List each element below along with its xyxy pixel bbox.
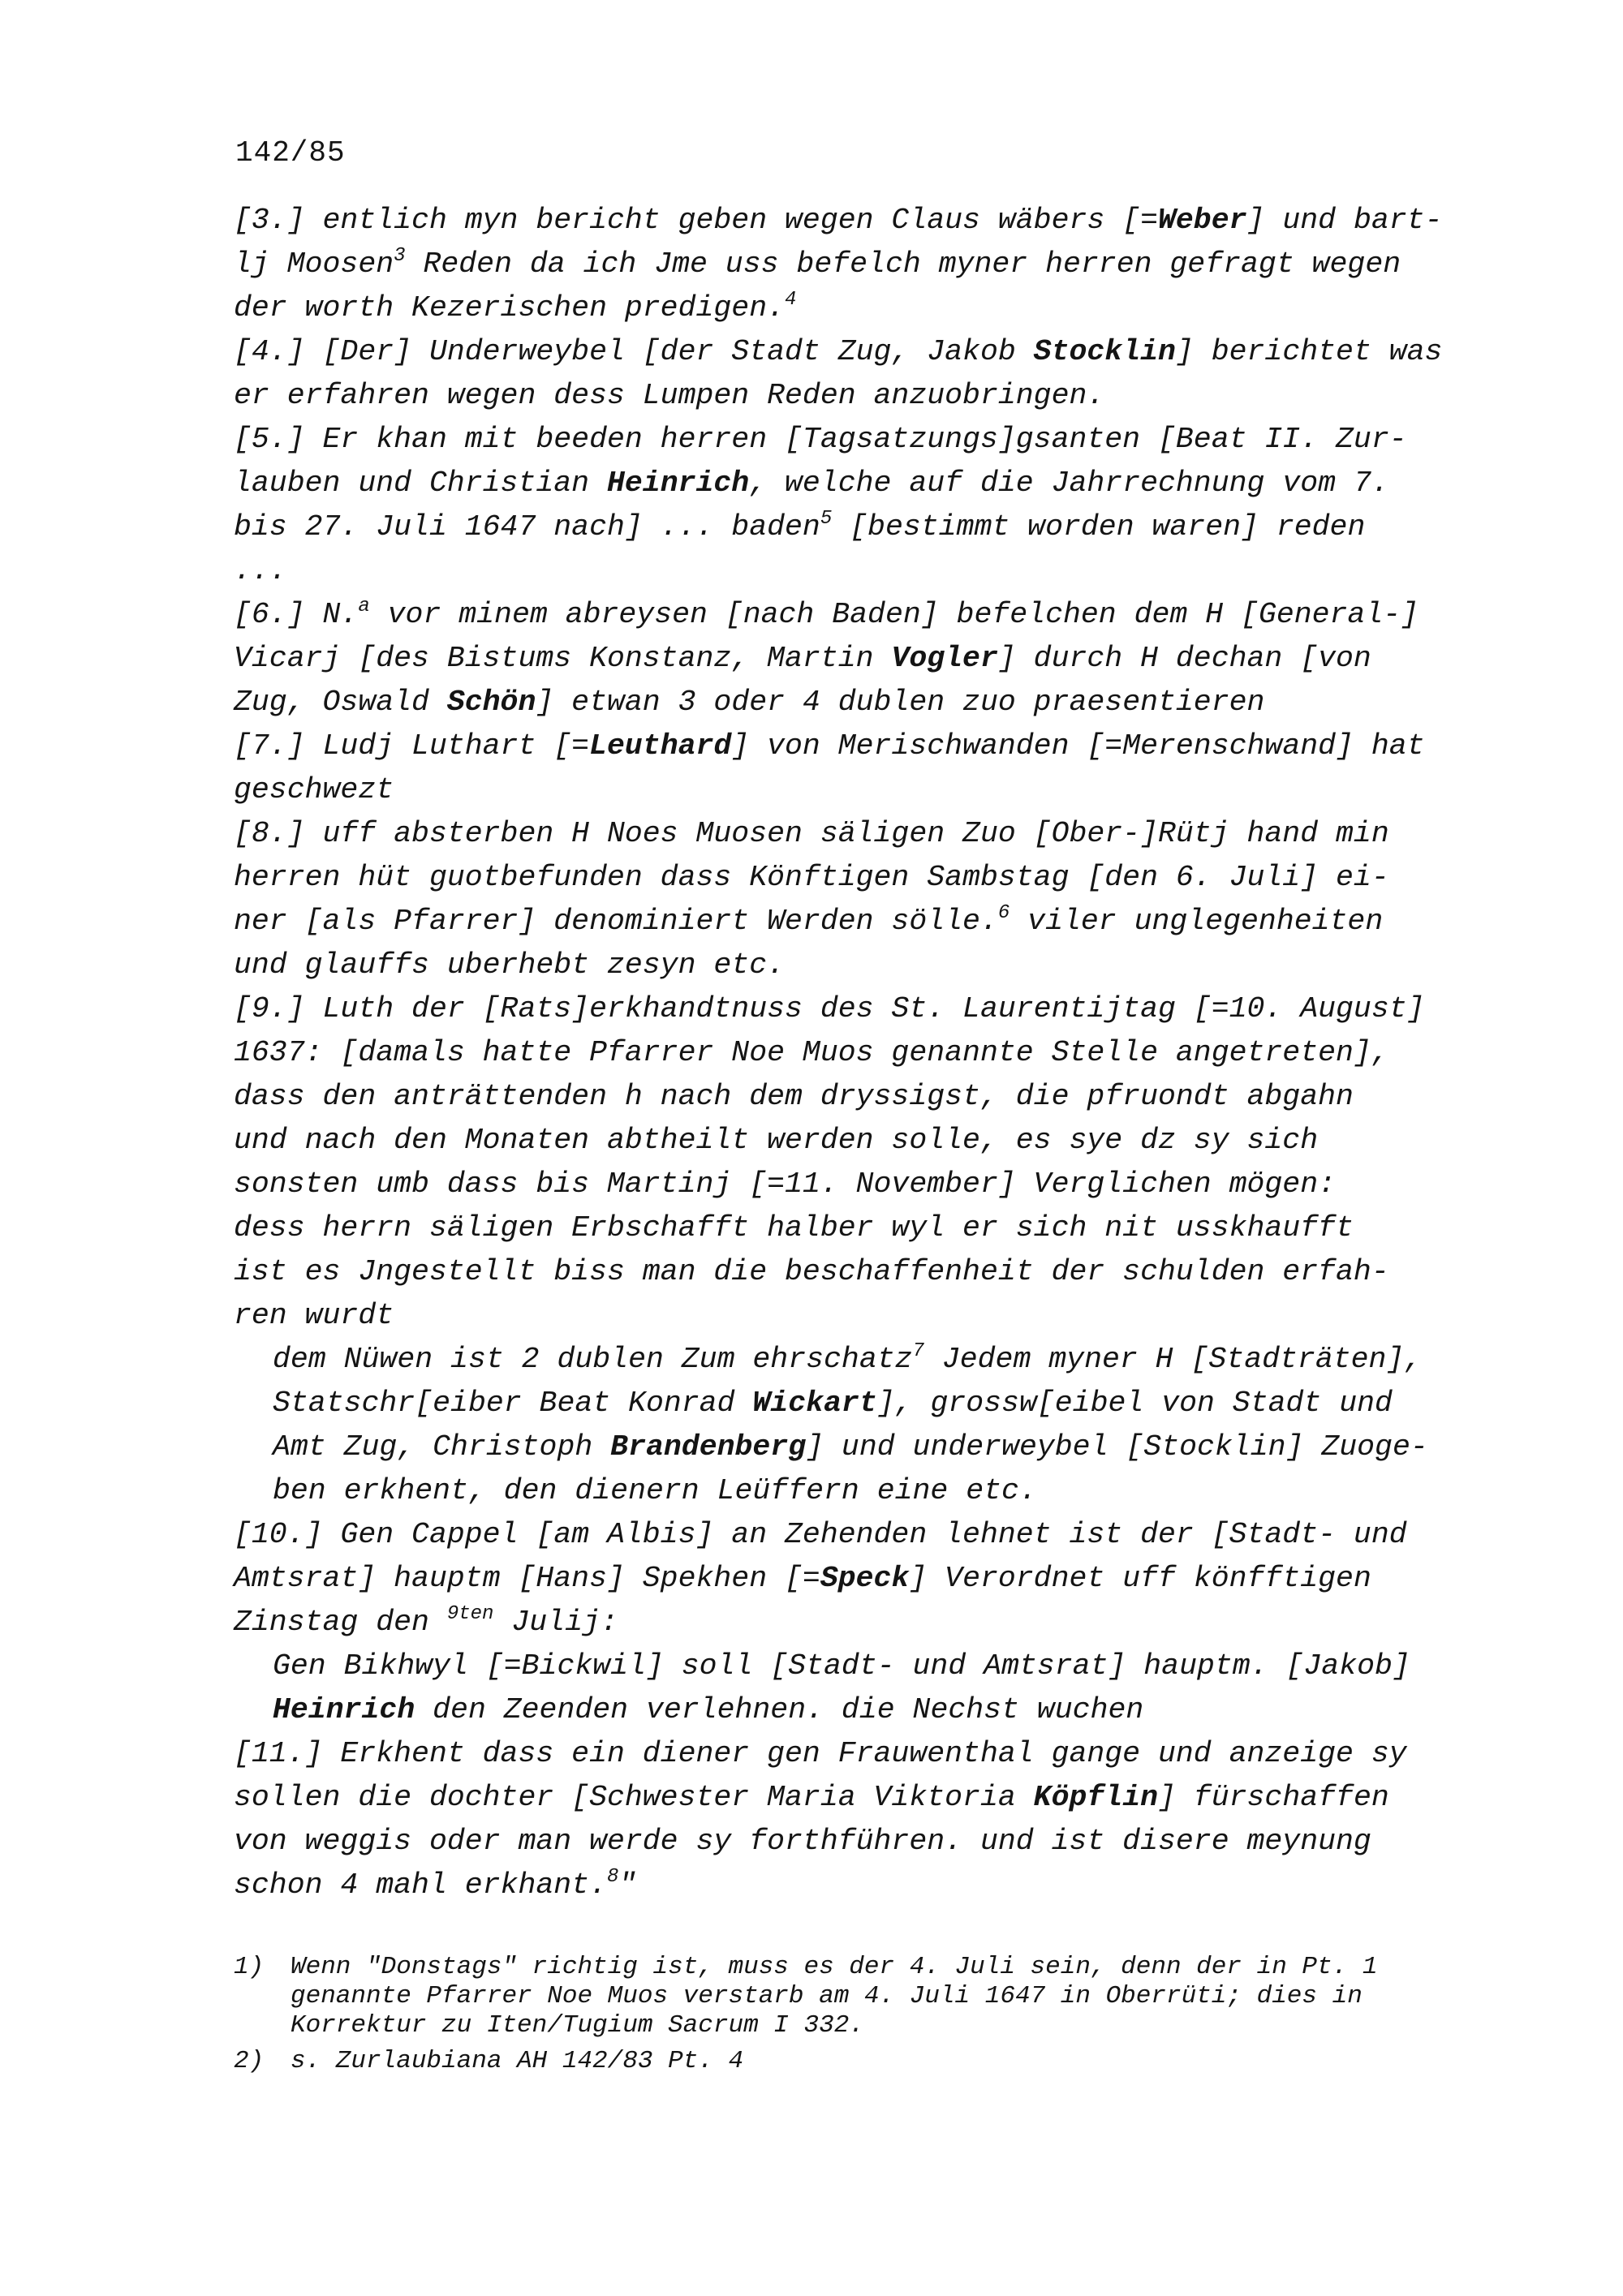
text-segment: [4.] [Der] Underweybel [der Stadt Zug, Jakob [234,335,1034,368]
continuation-paragraph [234,1338,1483,1513]
footnote-number: 1) [234,1953,265,1981]
text-segment: [5.] Er khan mit beeden herren [Tagsatzungs]gsanten [Beat II. Zur- [234,423,1407,456]
text-line [234,1294,1483,1338]
person-name: Vogler [891,642,998,675]
person-name: Speck [820,1562,910,1595]
text-segment: lauben und Christian [234,467,607,500]
text-segment: Gen Bikhwyl [=Bickwil] soll [Stadt- und Amtsrat] hauptm. [Jakob] [273,1649,1410,1683]
text-segment: ] Verordnet uff könfftigen [909,1562,1371,1595]
text-segment: " [618,1868,637,1902]
text-line [234,286,1483,330]
text-line [234,1031,1483,1075]
numbered-entry [234,593,1483,724]
text-line [234,1864,1483,1907]
text-line [234,812,1483,856]
text-segment: geschwezt [234,773,394,806]
text-line [234,681,1483,724]
text-segment: vor minem abreysen [nach Baden] befelchen dem H [General-] [369,598,1419,631]
text-segment: ] fürschaffen [1158,1781,1389,1814]
person-name: Wickart [752,1387,877,1420]
text-line [234,944,1483,987]
person-name: Heinrich [273,1693,415,1726]
text-line [234,1732,1483,1776]
numbered-entry [234,418,1483,593]
text-segment: [9.] Luth der [Rats]erkhandtnuss des St. Laurentijtag [=10. August] [234,992,1425,1025]
numbered-entry [234,987,1483,1338]
text-segment: Statschr[eiber Beat Konrad [273,1387,753,1420]
footnote [234,1953,1500,2040]
numbered-entry [234,1513,1483,1645]
numbered-entry [234,812,1483,987]
text-line [234,243,1483,286]
text-segment: dem Nüwen ist 2 dublen Zum ehrschatz [273,1343,913,1376]
footnote-marker: 4 [785,289,797,311]
numbered-entry [234,199,1483,330]
text-line [234,637,1483,681]
text-segment: dass den anträttenden h nach dem dryssigst, die pfruondt abgahn [234,1080,1354,1113]
text-segment: Jedem myner H [Stadträten], [923,1343,1423,1376]
text-line [234,1163,1483,1206]
text-line [234,1075,1483,1119]
text-segment: Julij: [493,1606,618,1639]
text-line [234,418,1483,462]
text-segment: der worth Kezerischen predigen. [234,291,786,325]
text-segment: ist es Jngestellt biss man die beschaffenheit der schulden erfah- [234,1255,1389,1288]
person-name: Weber [1158,204,1247,237]
continuation-paragraph [234,1645,1483,1732]
text-segment: ] von Merischwanden [=Merenschwand] hat [731,729,1425,763]
text-segment: [10.] Gen Cappel [am Albis] an Zehenden lehnet ist der [Stadt- und [234,1518,1407,1551]
person-name: Heinrich [606,467,750,500]
person-name: Stocklin [1033,335,1176,368]
text-segment: dess herrn säligen Erbschafft halber wyl er sich nit usskhaufft [234,1211,1354,1245]
footnote-line: s. Zurlaubiana AH 142/83 Pt. 4 [291,2047,744,2075]
text-segment: ] etwan 3 oder 4 dublen zuo praesentieren [536,686,1265,719]
text-line [234,505,1483,549]
text-line [234,724,1483,768]
text-segment: sollen die dochter [Schwester Maria Viktoria [234,1781,1034,1814]
text-line [234,1250,1483,1294]
person-name: Leuthard [589,729,732,763]
text-segment: ] durch H dechan [von [997,642,1371,675]
text-line [234,1513,1483,1557]
text-line [234,1119,1483,1163]
person-name: Köpflin [1033,1781,1158,1814]
footnote-number: 2) [234,2047,265,2075]
text-segment: schon 4 mahl erkhant. [234,1868,607,1902]
text-segment: [3.] entlich myn bericht geben wegen Claus wäbers [= [234,204,1158,237]
text-segment: Vicarj [des Bistums Konstanz, Martin [234,642,892,675]
text-line [273,1645,1483,1688]
footnote-marker: a [358,595,370,617]
text-segment: Amtsrat] hauptm [Hans] Spekhen [= [234,1562,820,1595]
numbered-entry [234,724,1483,812]
person-name: Brandenberg [610,1430,807,1464]
footnote-line: Wenn "Donstags" richtig ist, muss es der 4. Juli sein, denn der in Pt. 1 [291,1953,1378,1981]
text-line [273,1688,1483,1732]
text-segment: ] und bart- [1246,204,1443,237]
footnote-marker: 5 [820,508,833,530]
text-segment: [bestimmt worden waren] reden [832,510,1366,544]
text-segment: ], grossw[eibel von Stadt und [876,1387,1393,1420]
text-line [234,1776,1483,1820]
text-line [234,549,1483,593]
text-segment: ren wurdt [234,1299,394,1332]
text-line [234,987,1483,1031]
text-segment: sonsten umb dass bis Martinj [=11. November] Verglichen mögen: [234,1167,1337,1201]
footnote-marker: 6 [997,902,1010,924]
text-segment: [7.] Ludj Luthart [= [234,729,590,763]
text-segment: 1637: [damals hatte Pfarrer Noe Muos genannte Stelle angetreten], [234,1036,1389,1069]
footnote [234,2047,1500,2076]
text-segment: ] und underweybel [Stocklin] Zuoge- [806,1430,1428,1464]
text-segment: ... [234,554,287,587]
footnote-marker: 9ten [446,1603,494,1625]
text-line [234,462,1483,505]
text-line [234,1557,1483,1601]
text-line [234,1601,1483,1645]
footnote-text [291,1953,1377,2040]
text-line [234,593,1483,637]
footnote-marker: 3 [394,245,406,267]
text-segment: von weggis oder man werde sy forthführen. und ist disere meynung [234,1825,1371,1858]
footnote-marker: 8 [606,1866,619,1888]
footnote-line: Korrektur zu Iten/Tugium Sacrum I 332. [291,2011,864,2040]
page-number: 142/85 [235,136,346,170]
footnote-text [291,2047,743,2076]
footnote-marker: 7 [912,1340,924,1362]
text-segment: er erfahren wegen dess Lumpen Reden anzuobringen. [234,379,1105,412]
text-segment: und nach den Monaten abtheilt werden solle, es sye dz sy sich [234,1124,1319,1157]
text-line [234,1820,1483,1864]
text-segment: Zinstag den [234,1606,447,1639]
text-line [234,900,1483,944]
text-line [273,1469,1483,1513]
text-segment: , welche auf die Jahrrechnung vom 7. [749,467,1389,500]
text-line [234,374,1483,418]
text-segment: ben erkhent, den dienern Leüffern eine etc. [273,1474,1037,1507]
text-segment: viler unglegenheiten [1010,905,1384,938]
person-name: Schön [446,686,536,719]
transcription-body [234,199,1483,1907]
text-segment: [6.] N. [234,598,359,631]
text-segment: bis 27. Juli 1647 nach] ... baden [234,510,820,544]
text-segment: Reden da ich Jme uss befelch myner herren gefragt wegen [405,247,1401,281]
text-line [234,768,1483,812]
text-segment: Zug, Oswald [234,686,447,719]
text-line [234,199,1483,243]
text-segment: und glauffs uberhebt zesyn etc. [234,948,786,982]
text-segment: den Zeenden verlehnen. die Nechst wuchen [415,1693,1144,1726]
text-segment: [8.] uff absterben H Noes Muosen säligen Zuo [Ober-]Rütj hand min [234,817,1389,850]
text-segment: ] berichtet was [1175,335,1443,368]
numbered-entry [234,1732,1483,1907]
text-segment: Amt Zug, Christoph [273,1430,611,1464]
text-line [273,1382,1483,1425]
text-line [273,1338,1483,1382]
footnote-line: genannte Pfarrer Noe Muos verstarb am 4. Juli 1647 in Oberrüti; dies in [291,1982,1363,2010]
text-line [273,1425,1483,1469]
text-line [234,330,1483,374]
text-line [234,1206,1483,1250]
text-segment: lj Moosen [234,247,394,281]
text-segment: [11.] Erkhent dass ein diener gen Frauwenthal gange und anzeige sy [234,1737,1407,1770]
numbered-entry [234,330,1483,418]
footnotes [234,1953,1500,2083]
text-line [234,856,1483,900]
text-segment: herren hüt guotbefunden dass Könftigen Sambstag [den 6. Juli] ei- [234,861,1389,894]
text-segment: ner [als Pfarrer] denominiert Werden sölle. [234,905,998,938]
